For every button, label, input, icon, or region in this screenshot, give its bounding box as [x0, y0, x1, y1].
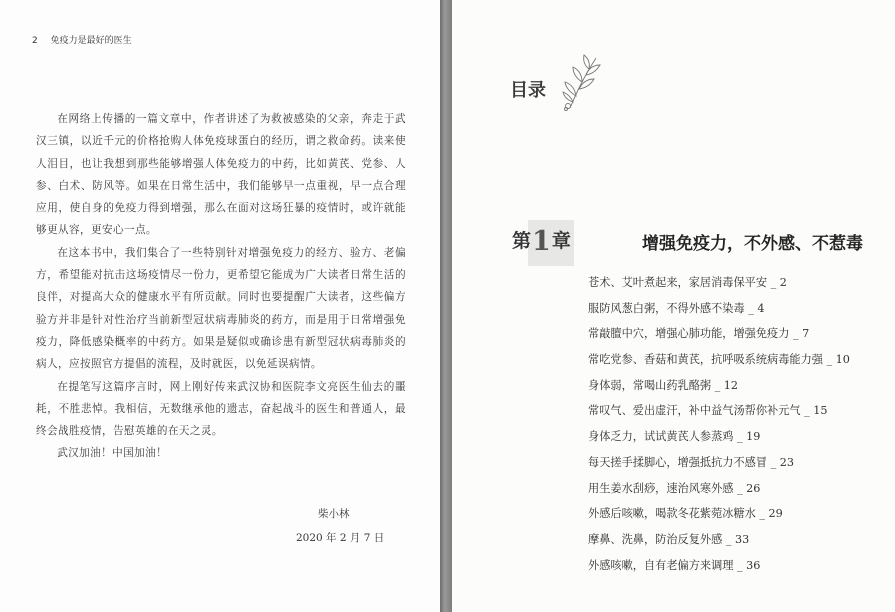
- toc-entry[interactable]: [588, 321, 888, 347]
- preface-date: 2020 年 2 月 7 日: [296, 532, 385, 544]
- toc-entry-title: 身体乏力，试试黄芪人参蒸鸡: [588, 430, 734, 444]
- left-page: [0, 0, 440, 612]
- toc-entry-title: 每天搓手揉脚心，增强抵抗力不感冒: [588, 455, 768, 469]
- toc-entry[interactable]: [588, 476, 888, 502]
- preface-paragraph: 在网络上传播的一篇文章中，作者讲述了为救被感染的父亲，奔走于武汉三镇，以近千元的价格抢购人体免疫球蛋白的经历，谓之救命药。读来使人泪目，也让我想到那些能够增强人体免疫力的中药，比如黄芪、党参、人参、白术、防风等。如果在日常生活中，我们能够早一点重视，早一点合理应用，使自身的免疫力得到增强，那么在面对这场狂暴的疫情时，或许就能够更从容，更安心一点。: [36, 113, 406, 237]
- toc-entry[interactable]: [588, 501, 888, 527]
- toc-entry-page: _ 36: [737, 558, 761, 572]
- toc-entry-page: _ 23: [770, 455, 794, 469]
- toc-entry-title: 苍术、艾叶煮起来，家居消毒保平安: [588, 276, 768, 289]
- chapter-label: [512, 226, 571, 257]
- toc-entry-page: _ 33: [725, 532, 750, 546]
- toc-entry-page: _ 2: [770, 276, 787, 289]
- toc-entry[interactable]: [588, 553, 888, 579]
- toc-title: 目录: [510, 80, 546, 101]
- toc-entry[interactable]: [588, 424, 888, 450]
- preface-body: [36, 108, 406, 465]
- toc-entry[interactable]: [588, 527, 888, 553]
- chapter-heading: [510, 220, 890, 266]
- toc-entry-title: 身体弱，常喝山药乳酪粥: [588, 378, 712, 392]
- toc-entry[interactable]: [588, 270, 888, 296]
- running-head-title: 免疫力是最好的医生: [50, 36, 132, 46]
- running-head: [32, 33, 132, 46]
- chapter-prefix: 第: [512, 230, 532, 252]
- toc-entry-page: _ 29: [759, 507, 783, 521]
- page-number: 2: [32, 36, 38, 46]
- toc-entry-page: _ 7: [792, 327, 810, 341]
- leaf-sprig-icon: [562, 52, 602, 112]
- toc-entry-page: _ 12: [714, 378, 739, 392]
- toc-entry-title: 服防风葱白粥，不得外感不染毒: [588, 301, 745, 315]
- author-signature: 柴小林: [318, 508, 350, 520]
- chapter-number: 1: [532, 226, 551, 257]
- book-gutter: [440, 0, 452, 612]
- toc-entry[interactable]: [588, 347, 888, 373]
- toc-entry[interactable]: [588, 296, 888, 322]
- chapter-title: 增强免疫力，不外感、不惹毒: [642, 234, 863, 254]
- right-page: [452, 0, 895, 612]
- toc-entry-title: 常敲膻中穴，增强心肺功能，增强免疫力: [588, 327, 790, 341]
- toc-entry-title: 常吃党参、香菇和黄芪，抗呼吸系统病毒能力强: [588, 353, 823, 367]
- toc-entry-page: _ 4: [748, 301, 765, 315]
- preface-paragraph: 武汉加油！中国加油！: [57, 447, 168, 460]
- chapter-suffix: 章: [551, 230, 571, 252]
- preface-paragraph: 在这本书中，我们集合了一些特别针对增强免疫力的经方、验方、老偏方，希望能对抗击这场疫情尽一份力，更希望它能成为广大读者日常生活的良伴，对提高大众的健康水平有所贡献。同时也要提醒广大读者，这些偏方验方并非是针对性治疗当前新型冠状病毒肺炎的药方，而是用于日常增强免疫力，降低感染概率的中药方。如果是疑似或确诊患有新型冠状病毒肺炎的病人，应按照官方提倡的流程，及时就医，以免延误病情。: [36, 246, 406, 371]
- toc-entry-page: _ 26: [737, 481, 761, 495]
- toc-entry-title: 外感咳嗽，自有老偏方来调理: [588, 558, 734, 572]
- toc-entry-title: 用生姜水刮痧，速治风寒外感: [588, 481, 734, 495]
- toc-entry[interactable]: [588, 398, 888, 424]
- toc-entry-title: 常叹气、爱出虚汗，补中益气汤帮你补元气: [588, 404, 801, 418]
- toc-entry[interactable]: [588, 450, 888, 476]
- preface-paragraph: 在提笔写这篇序言时，网上刚好传来武汉协和医院李文亮医生仙去的噩耗，不胜悲悼。我相信，无数继承他的遗志，奋起战斗的医生和普通人，最终会战胜疫情，告慰英雄的在天之灵。: [36, 380, 406, 438]
- toc-list: [588, 270, 888, 578]
- toc-entry-page: _ 19: [737, 430, 761, 444]
- toc-entry-title: 摩鼻、洗鼻，防治反复外感: [588, 532, 723, 546]
- toc-entry-title: 外感后咳嗽，喝款冬花紫菀冰糖水: [588, 507, 756, 521]
- toc-entry-page: _ 10: [826, 353, 850, 367]
- toc-entry-page: _ 15: [804, 404, 828, 418]
- toc-entry[interactable]: [588, 373, 888, 399]
